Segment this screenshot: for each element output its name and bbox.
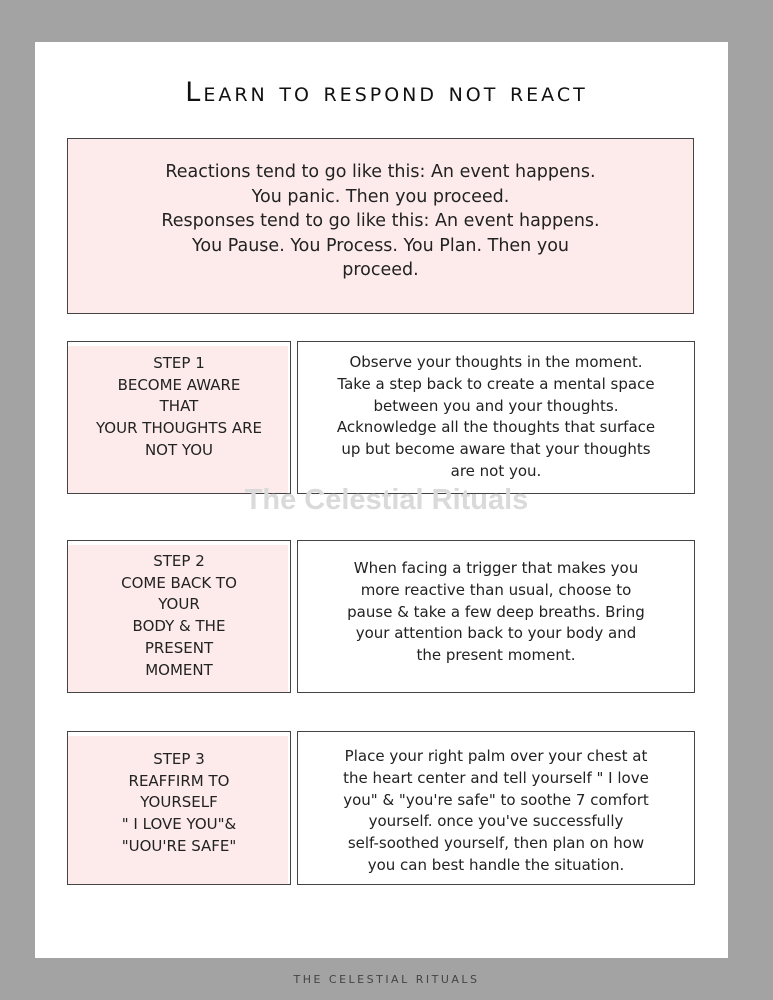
watermark: The Celestial Rituals — [244, 484, 529, 516]
step-1-description-line: Acknowledge all the thoughts that surface — [336, 418, 656, 437]
step-3-description-line: the heart center and tell yourself " I love — [343, 768, 649, 787]
step-2-label-line: COME BACK TO — [121, 573, 237, 592]
intro-line: You Pause. You Process. You Plan. Then you — [192, 235, 569, 256]
step-3-label-line: "UOU'RE SAFE" — [121, 836, 237, 855]
step-3-label — [68, 749, 290, 858]
step-1-label-line: STEP 1 — [153, 354, 205, 372]
step-1-description-box — [297, 341, 695, 494]
intro-text — [68, 160, 693, 283]
step-1-description-line: Take a step back to create a mental space — [337, 374, 655, 393]
step-3-description-line: you" & "you're safe" to soothe 7 comfort — [343, 790, 649, 809]
step-2-label-line: BODY & THE — [132, 617, 226, 636]
step-3-description-box — [297, 731, 695, 885]
step-3-description-line: self-soothed yourself, then plan on how — [347, 834, 645, 853]
step-3-label-line: YOURSELF — [140, 793, 218, 812]
step-2-description-line: When facing a trigger that makes you — [353, 559, 639, 577]
step-1-label-line: BECOME AWARE — [117, 375, 241, 394]
step-2-label-line: MOMENT — [145, 660, 213, 679]
step-2-label-box — [67, 540, 291, 693]
step-1-description-line: Observe your thoughts in the moment. — [349, 353, 643, 371]
step-2-description — [298, 558, 694, 667]
step-3-description — [298, 746, 694, 877]
step-1-description-line: between you and your thoughts. — [373, 396, 619, 415]
step-1-label-box — [67, 341, 291, 494]
step-1-label-line: YOUR THOUGHTS ARE — [95, 419, 263, 438]
step-3-description-line: yourself. once you've successfully — [368, 812, 624, 831]
step-3-label-line: " I LOVE YOU"& — [121, 815, 237, 834]
intro-line: You panic. Then you proceed. — [251, 186, 510, 207]
step-2-description-line: the present moment. — [416, 646, 576, 665]
step-2-description-box — [297, 540, 695, 693]
intro-line: Responses tend to go like this: An event happens. — [161, 211, 600, 232]
step-1-description-line: up but become aware that your thoughts — [341, 440, 651, 459]
step-2-description-line: your attention back to your body and — [355, 624, 637, 643]
footer-brand: THE CELESTIAL RITUALS — [293, 973, 480, 986]
page-title: Learn to respond not react — [185, 77, 588, 108]
step-3-description-line: you can best handle the situation. — [367, 855, 625, 874]
intro-box — [67, 138, 694, 314]
step-1-label — [68, 353, 290, 462]
step-1-label-line: THAT — [159, 397, 199, 416]
step-1-description-line: are not you. — [450, 461, 542, 480]
step-2-label-line: YOUR — [158, 595, 200, 614]
step-2-label-line: PRESENT — [144, 638, 214, 657]
step-3-label-box — [67, 731, 291, 885]
step-2-description-line: more reactive than usual, choose to — [360, 580, 632, 599]
step-1-description — [298, 352, 694, 483]
step-3-description-line: Place your right palm over your chest at — [344, 747, 648, 765]
step-3-label-line: REAFFIRM TO — [128, 771, 230, 790]
step-3-label-line: STEP 3 — [153, 750, 205, 768]
step-1-label-line: NOT YOU — [144, 440, 214, 459]
step-2-label — [68, 551, 290, 681]
intro-line: proceed. — [342, 260, 419, 281]
step-2-description-line: pause & take a few deep breaths. Bring — [347, 602, 645, 621]
step-2-label-line: STEP 2 — [153, 552, 205, 570]
intro-line: Reactions tend to go like this: An event happens. — [165, 162, 596, 182]
